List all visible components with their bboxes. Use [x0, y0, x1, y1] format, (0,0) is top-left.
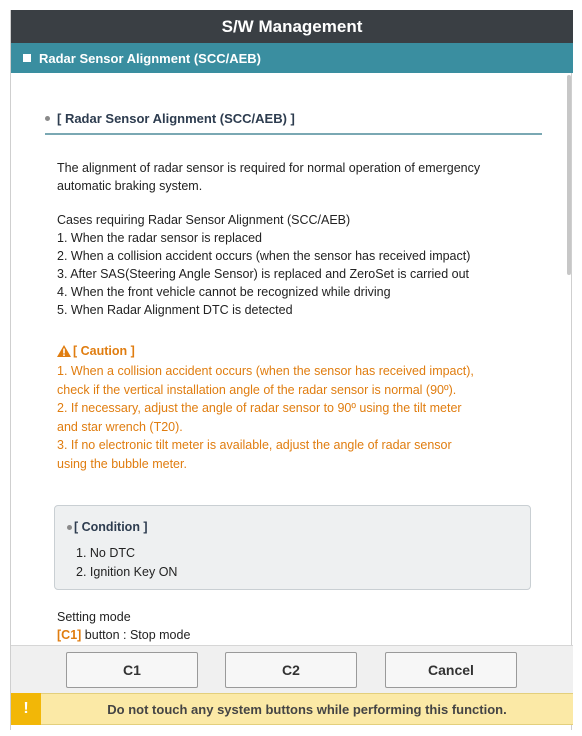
setting-title: Setting mode	[57, 610, 131, 624]
sw-management-window	[10, 10, 572, 730]
caution-title: [ Caution ]	[73, 344, 135, 358]
setting-line	[57, 626, 204, 644]
cases-list	[57, 211, 470, 319]
c2-button[interactable]: C2	[225, 652, 357, 688]
condition-list	[76, 544, 177, 582]
intro-line: The alignment of radar sensor is required for normal operation of emergency	[57, 161, 481, 175]
caution-line: 3. If no electronic tilt meter is available, adjust the angle of radar sensor	[57, 438, 452, 452]
caution-line: 1. When a collision accident occurs (when the sensor has received impact),	[57, 364, 474, 378]
bullet-dot-icon	[67, 525, 72, 530]
cancel-button[interactable]: Cancel	[385, 652, 517, 688]
intro-line: automatic braking system.	[57, 179, 203, 193]
condition-item: 2. Ignition Key ON	[76, 565, 178, 579]
case-item: 3. After SAS(Steering Angle Sensor) is replaced and ZeroSet is carried out	[57, 267, 470, 281]
setting-desc: button : Stop mode	[81, 628, 191, 642]
caution-heading	[57, 344, 135, 358]
setting-tag: [C1]	[57, 628, 82, 642]
caution-line: using the bubble meter.	[57, 456, 187, 471]
square-bullet-icon	[23, 54, 31, 62]
content-scrollbar[interactable]	[567, 75, 571, 275]
intro-text	[57, 159, 480, 195]
case-item: 1. When the radar sensor is replaced	[57, 231, 262, 245]
exclamation-icon: !	[11, 693, 41, 725]
condition-heading	[67, 520, 148, 534]
warning-triangle-icon	[57, 345, 71, 357]
case-item: 5. When Radar Alignment DTC is detected	[57, 303, 293, 317]
c1-button[interactable]: C1	[66, 652, 198, 688]
condition-box	[54, 505, 531, 590]
button-bar	[11, 645, 573, 693]
caution-line: and star wrench (T20).	[57, 419, 183, 434]
document-heading	[45, 111, 295, 126]
condition-item: 1. No DTC	[76, 546, 136, 560]
section-title: Radar Sensor Alignment (SCC/AEB)	[39, 50, 261, 66]
warning-notice-bar	[11, 693, 573, 725]
notice-text: Do not touch any system buttons while performing this function.	[107, 701, 507, 717]
content-scroll-area[interactable]	[11, 73, 573, 645]
bullet-dot-icon	[45, 116, 50, 121]
case-item: 2. When a collision accident occurs (when the sensor has received impact)	[57, 249, 471, 263]
case-item: 4. When the front vehicle cannot be recognized while driving	[57, 285, 391, 299]
condition-title: [ Condition ]	[74, 520, 148, 534]
window-title: S/W Management	[11, 10, 573, 43]
caution-line: 2. If necessary, adjust the angle of radar sensor to 90º using the tilt meter	[57, 401, 462, 415]
section-header	[11, 43, 573, 73]
caution-line: check if the vertical installation angle of the radar sensor is normal (90º).	[57, 382, 457, 397]
heading-divider	[45, 133, 542, 135]
cases-title: Cases requiring Radar Sensor Alignment (SCC/AEB)	[57, 213, 351, 227]
caution-text	[57, 362, 474, 473]
document-heading-text: [ Radar Sensor Alignment (SCC/AEB) ]	[57, 111, 295, 126]
